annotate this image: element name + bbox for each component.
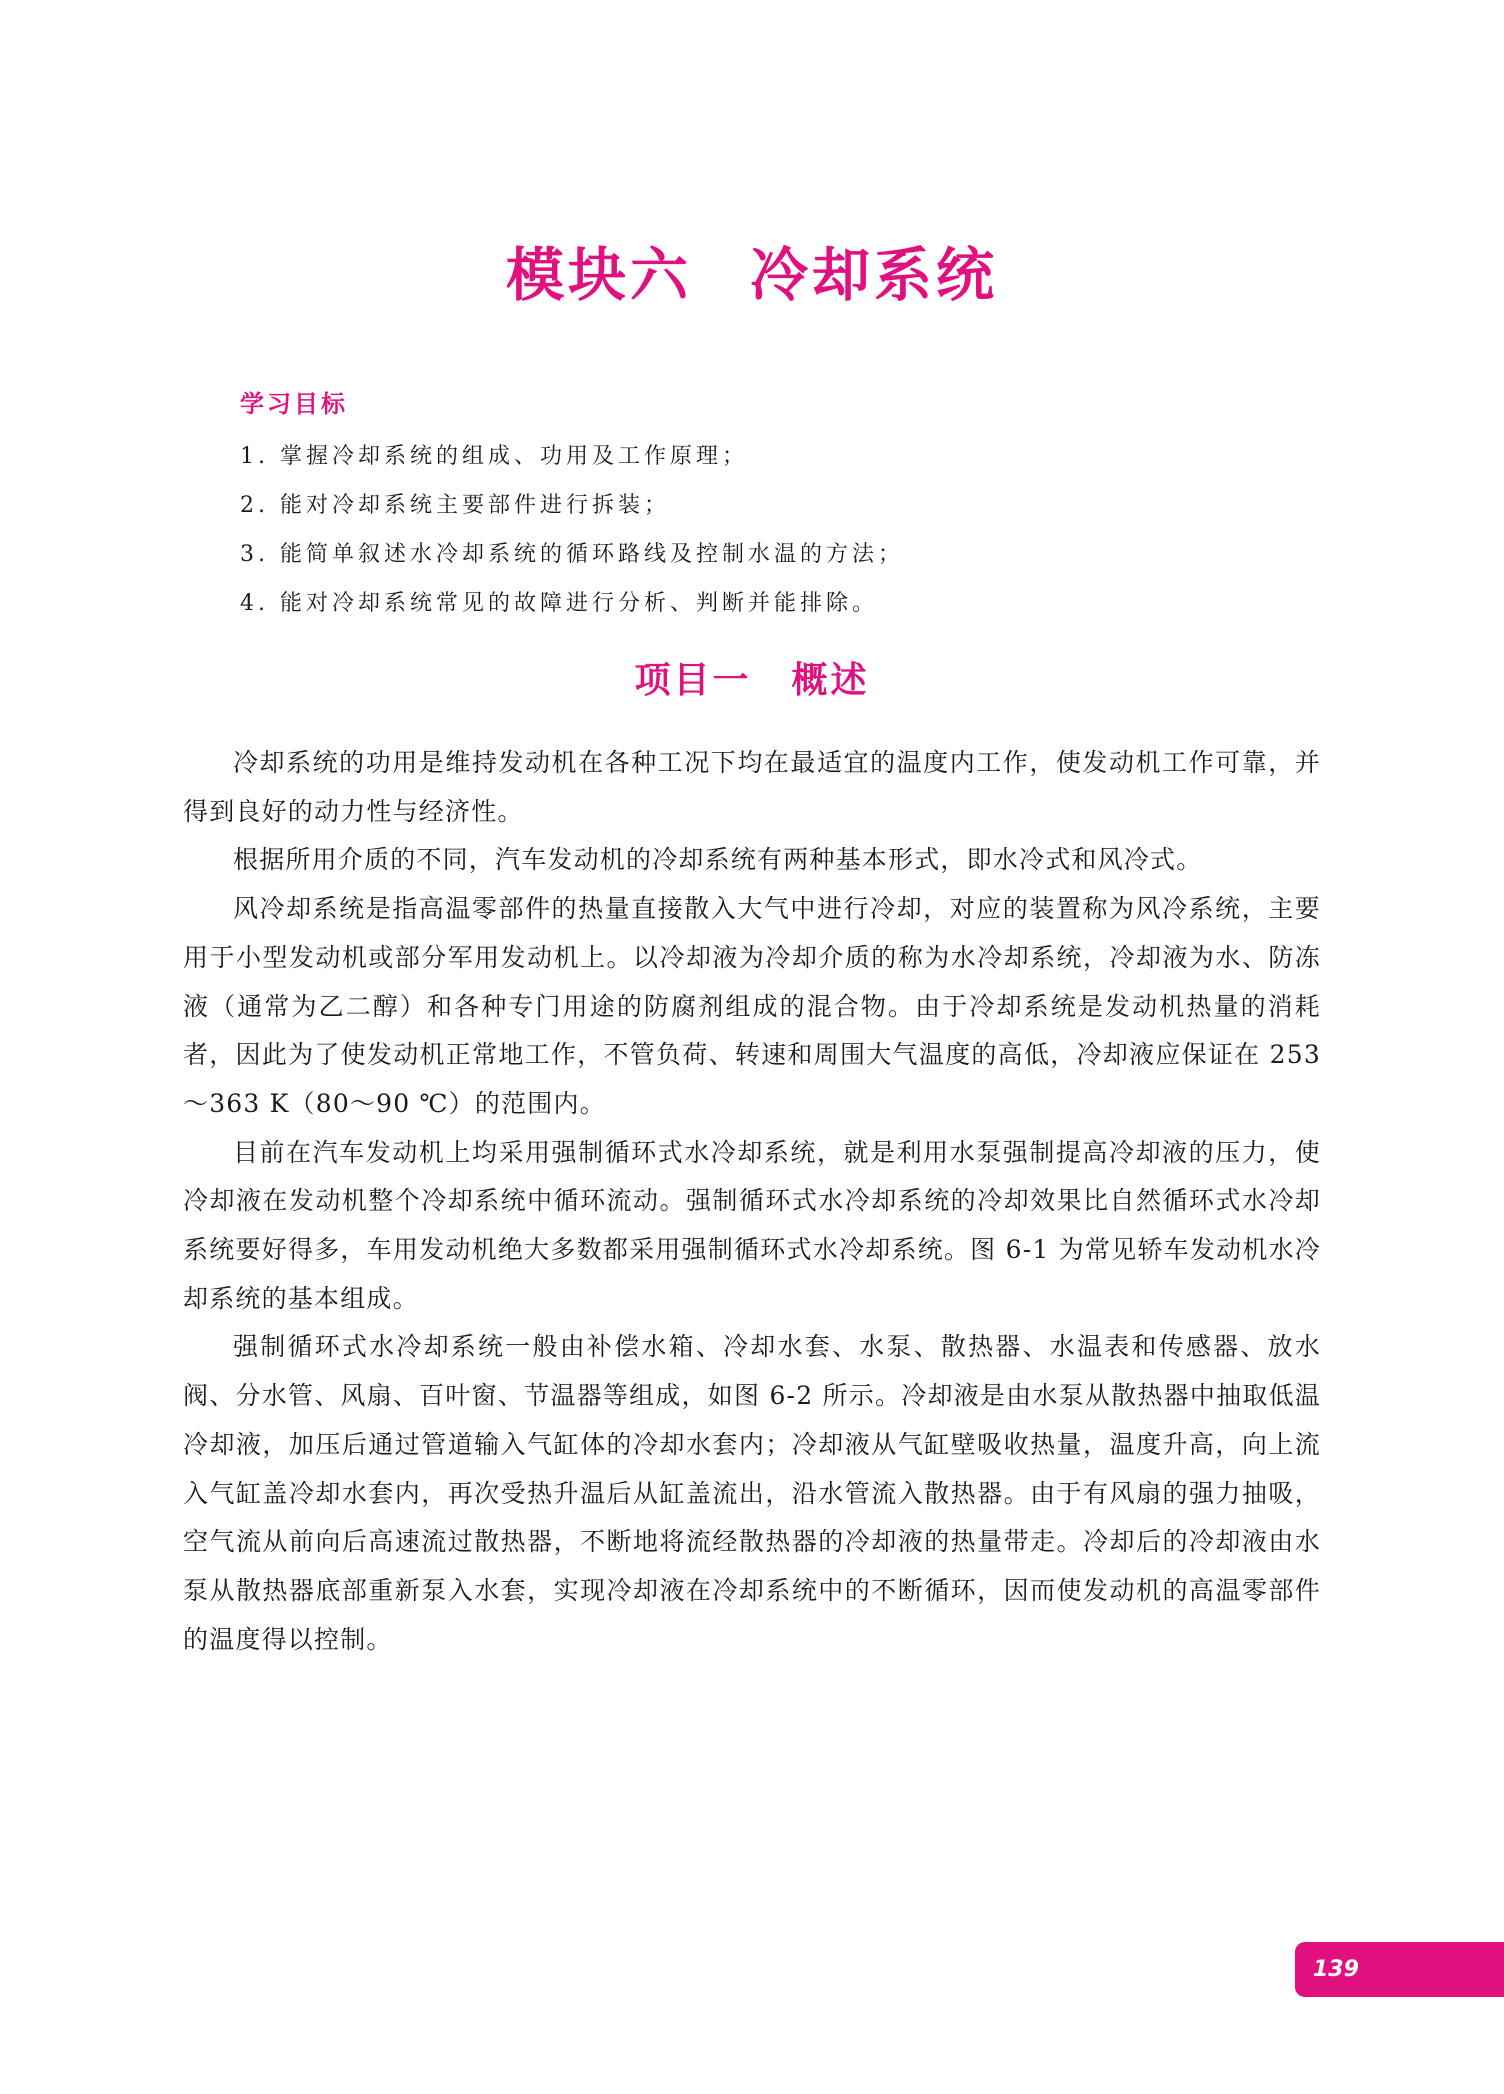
paragraph: 根据所用介质的不同，汽车发动机的冷却系统有两种基本形式，即水冷式和风冷式。	[233, 845, 1203, 875]
paragraph: 冷却系统的功用是维持发动机在各种工况下均在最适宜的温度内工作，使发动机工作可靠，并得到良好的动力性与经济性。	[183, 748, 1321, 826]
module-number: 模块六	[505, 241, 692, 309]
page-number-tab	[1295, 1942, 1504, 1997]
objective-item: 2. 能对冷却系统主要部件进行拆装；	[240, 493, 670, 518]
module-name: 冷却系统	[750, 241, 999, 309]
learning-objectives-list	[240, 432, 904, 628]
objective-item: 4. 能对冷却系统常见的故障进行分析、判断并能排除。	[240, 591, 878, 616]
paragraph: 风冷却系统是指高温零部件的热量直接散入大气中进行冷却，对应的装置称为风冷系统，主要用于小型发动机或部分军用发动机上。以冷却液为冷却介质的称为水冷却系统，冷却液为水、防冻液（通常为乙二醇）和各种专门用途的防腐剂组成的混合物。由于冷却系统是发动机热量的消耗者，因此为了使发动机正常地工作，不管负荷、转速和周围大气温度的高低，冷却液应保证在 253～363 K（80～90 ℃）的范围内。	[183, 894, 1321, 1118]
module-title	[0, 228, 1504, 312]
paragraph: 强制循环式水冷却系统一般由补偿水箱、冷却水套、水泵、散热器、水温表和传感器、放水阀、分水管、风扇、百叶窗、节温器等组成，如图 6-2 所示。冷却液是由水泵从散热器中抽取低温冷却液，加压后通过管道输入气缸体的冷却水套内；冷却液从气缸壁吸收热量，温度升高，向上流入气缸盖冷却水套内，再次受热升温后从缸盖流出，沿水管流入散热器。由于有风扇的强力抽吸，空气流从前向后高速流过散热器，不断地将流经散热器的冷却液的热量带走。冷却后的冷却液由水泵从散热器底部重新泵入水套，实现冷却液在冷却系统中的不断循环，因而使发动机的高温零部件的温度得以控制。	[183, 1332, 1321, 1654]
objective-item: 3. 能简单叙述水冷却系统的循环路线及控制水温的方法；	[240, 542, 904, 567]
objective-item: 1. 掌握冷却系统的组成、功用及工作原理；	[240, 444, 748, 469]
body-text	[183, 739, 1321, 1664]
page-number: 139	[1313, 1957, 1359, 1982]
section-name: 概述	[791, 660, 870, 701]
section-title	[0, 652, 1504, 703]
section-number: 项目一	[634, 660, 752, 701]
paragraph: 目前在汽车发动机上均采用强制循环式水冷却系统，就是利用水泵强制提高冷却液的压力，使冷却液在发动机整个冷却系统中循环流动。强制循环式水冷却系统的冷却效果比自然循环式水冷却系统要好得多，车用发动机绝大多数都采用强制循环式水冷却系统。图 6-1 为常见轿车发动机水冷却系统的基本组成。	[183, 1137, 1321, 1313]
learning-objectives-heading: 学习目标	[240, 390, 348, 418]
